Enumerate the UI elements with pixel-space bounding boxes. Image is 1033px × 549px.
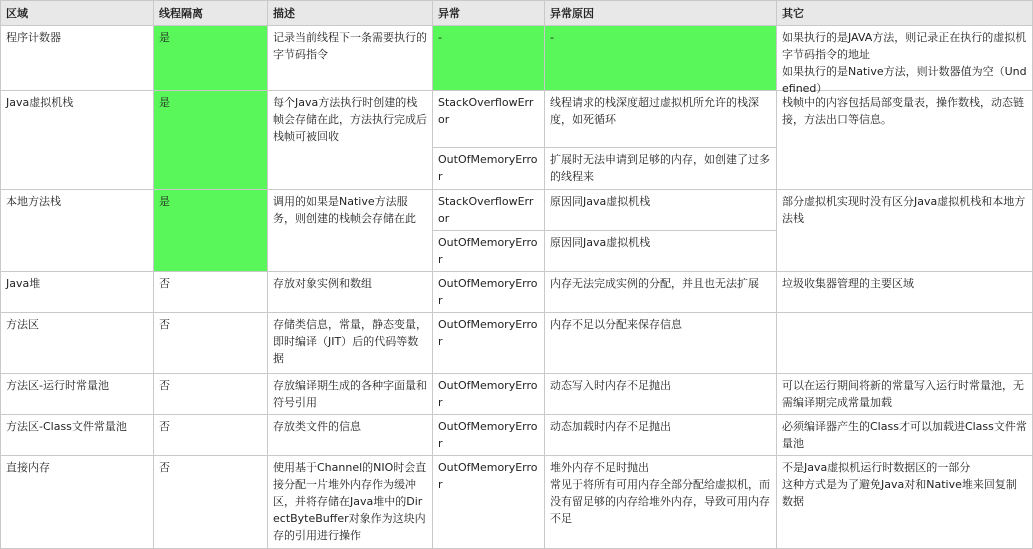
region-cell: 方法区-运行时常量池: [1, 374, 154, 415]
isolation-cell: 否: [154, 374, 268, 415]
description-cell: 使用基于Channel的NIO时会直接分配一片堆外内存作为缓冲区，并将存储在Java堆中的DirectByteBuffer对象作为这块内存的引用进行操作: [268, 456, 433, 549]
other-line: 不是Java虚拟机运行时数据区的一部分: [782, 461, 971, 474]
reason-cell: 动态写入时内存不足抛出: [545, 374, 777, 415]
region-cell: 程序计数器: [1, 26, 154, 91]
description-cell: 存储类信息，常量，静态变量，即时编译（JIT）后的代码等数据: [268, 313, 433, 374]
table-row: [1, 313, 1033, 374]
other-cell: [777, 26, 1033, 95]
table-row: [1, 91, 1033, 148]
description-cell: 存放类文件的信息: [268, 415, 433, 456]
header-region: 区域: [1, 1, 154, 26]
header-isolation: 线程隔离: [154, 1, 268, 26]
exception-cell: OutOfMemoryError: [433, 272, 545, 313]
header-exception-reason: 异常原因: [545, 1, 777, 26]
reason-cell: 扩展时无法申请到足够的内存，如创建了过多的线程来: [545, 148, 777, 190]
description-cell: 存放对象实例和数组: [268, 272, 433, 313]
other-cell: [777, 313, 1033, 374]
other-cell: 部分虚拟机实现时没有区分Java虚拟机栈和本地方法栈: [777, 190, 1033, 272]
exception-cell: OutOfMemoryError: [433, 415, 545, 456]
header-exception: 异常: [433, 1, 545, 26]
table-row: [1, 415, 1033, 456]
isolation-cell: 是: [154, 26, 268, 91]
exception-cell: OutOfMemoryError: [433, 313, 545, 374]
table-row: [1, 190, 1033, 231]
description-cell: 存放编译期生成的各种字面量和符号引用: [268, 374, 433, 415]
header-row: [1, 1, 1033, 26]
exception-cell: StackOverflowError: [433, 91, 545, 148]
isolation-cell: 否: [154, 456, 268, 549]
isolation-cell: 是: [154, 91, 268, 190]
region-cell: Java堆: [1, 272, 154, 313]
isolation-cell: 否: [154, 313, 268, 374]
region-cell: 方法区-Class文件常量池: [1, 415, 154, 456]
exception-cell: -: [433, 26, 545, 91]
description-cell: 每个Java方法执行时创建的栈帧会存储在此，方法执行完成后栈帧可被回收: [268, 91, 433, 190]
other-cell: 可以在运行期间将新的常量写入运行时常量池，无需编译期完成常量加载: [777, 374, 1033, 415]
exception-cell: OutOfMemoryError: [433, 231, 545, 272]
exception-cell: StackOverflowError: [433, 190, 545, 231]
reason-line: 堆外内存不足时抛出: [550, 461, 649, 474]
reason-line: 常见于将所有可用内存全部分配给虚拟机，而没有留足够的内存给堆外内存，导致可用内存不足: [550, 478, 770, 525]
isolation-cell: 否: [154, 415, 268, 456]
reason-cell: 原因同Java虚拟机栈: [545, 190, 777, 231]
table-row: [1, 374, 1033, 415]
exception-cell: OutOfMemoryError: [433, 148, 545, 190]
other-cell: 必须编译器产生的Class才可以加载进Class文件常量池: [777, 415, 1033, 456]
header-description: 描述: [268, 1, 433, 26]
isolation-cell: 否: [154, 272, 268, 313]
exception-cell: OutOfMemoryError: [433, 456, 545, 549]
other-line: 如果执行的是Native方法，则计数器值为空（Undefined）: [782, 65, 1027, 95]
other-line: 这种方式是为了避免Java对和Native堆来回复制数据: [782, 478, 1017, 508]
reason-cell: -: [545, 26, 777, 91]
reason-cell: 内存不足以分配来保存信息: [545, 313, 777, 374]
reason-cell: 动态加载时内存不足抛出: [545, 415, 777, 456]
reason-cell: 内存无法完成实例的分配，并且也无法扩展: [545, 272, 777, 313]
header-other: 其它: [777, 1, 1033, 26]
description-cell: 记录当前线程下一条需要执行的字节码指令: [268, 26, 433, 91]
table-row: [1, 272, 1033, 313]
description-cell: 调用的如果是Native方法服务，则创建的栈帧会存储在此: [268, 190, 433, 272]
region-cell: 本地方法栈: [1, 190, 154, 272]
other-cell: 垃圾收集器管理的主要区域: [777, 272, 1033, 313]
region-cell: 方法区: [1, 313, 154, 374]
reason-cell: 原因同Java虚拟机栈: [545, 231, 777, 272]
reason-cell: 线程请求的栈深度超过虚拟机所允许的栈深度，如死循环: [545, 91, 777, 148]
region-cell: Java虚拟机栈: [1, 91, 154, 190]
other-cell: 栈帧中的内容包括局部变量表，操作数栈，动态链接，方法出口等信息。: [777, 91, 1033, 190]
region-cell: 直接内存: [1, 456, 154, 549]
other-cell: [777, 456, 1033, 549]
table-row: [1, 456, 1033, 549]
reason-cell: [545, 456, 777, 549]
table-row: [1, 26, 1033, 91]
exception-cell: OutOfMemoryError: [433, 374, 545, 415]
isolation-cell: 是: [154, 190, 268, 272]
other-line: 如果执行的是JAVA方法，则记录正在执行的虚拟机字节码指令的地址: [782, 31, 1027, 61]
